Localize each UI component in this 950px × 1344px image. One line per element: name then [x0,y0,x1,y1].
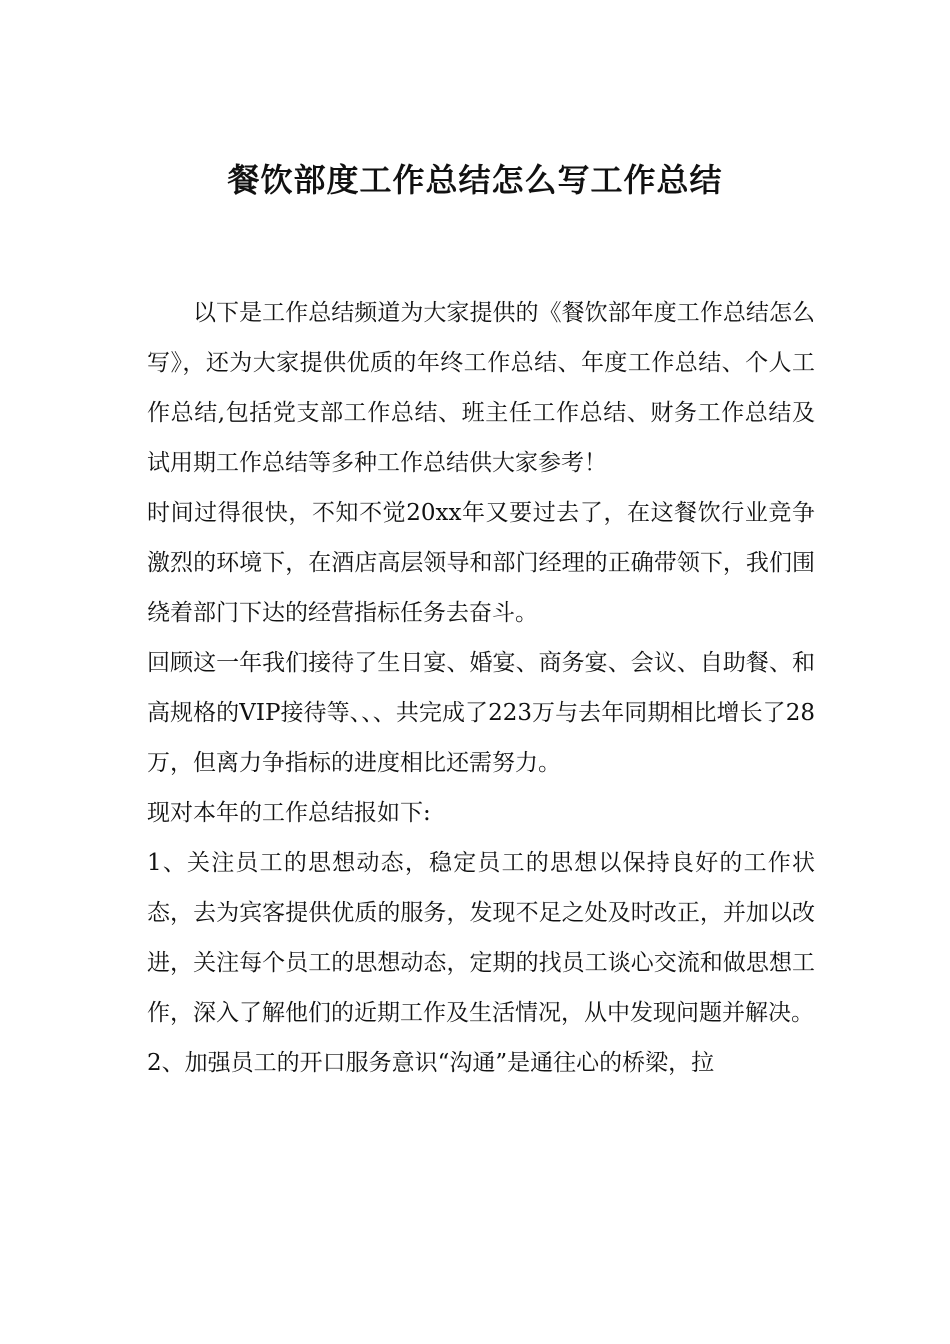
intro-paragraph: 以下是工作总结频道为大家提供的《餐饮部年度工作总结怎么写》，还为大家提供优质的年终工作总结、年度工作总结、个人工作总结,包括党支部工作总结、班主任工作总结、财务工作总结及试用期工作总结等多种工作总结供大家参考！ [147,300,815,476]
body-paragraph: 现对本年的工作总结报如下: [147,800,431,826]
document-body [147,288,815,1088]
body-paragraph: 回顾这一年我们接待了生日宴、婚宴、商务宴、会议、自助餐、和高规格的VIP接待等、、、共完成了223万与去年同期相比增长了28万，但离力争指标的进度相比还需努力。 [147,650,815,776]
document-title: 餐饮部度工作总结怎么写工作总结 [227,161,723,199]
body-paragraph: 2、加强员工的开口服务意识“沟通”是通往心的桥梁，拉 [147,1050,715,1076]
body-paragraph: 时间过得很快，不知不觉20xx年又要过去了，在这餐饮行业竞争激烈的环境下，在酒店高层领导和部门经理的正确带领下，我们围绕着部门下达的经营指标任务去奋斗。 [147,500,815,626]
body-paragraph: 1、关注员工的思想动态，稳定员工的思想以保持良好的工作状态，去为宾客提供优质的服务，发现不足之处及时改正，并加以改进，关注每个员工的思想动态，定期的找员工谈心交流和做思想工作，深入了解他们的近期工作及生活情况，从中发现问题并解决。 [147,850,815,1026]
